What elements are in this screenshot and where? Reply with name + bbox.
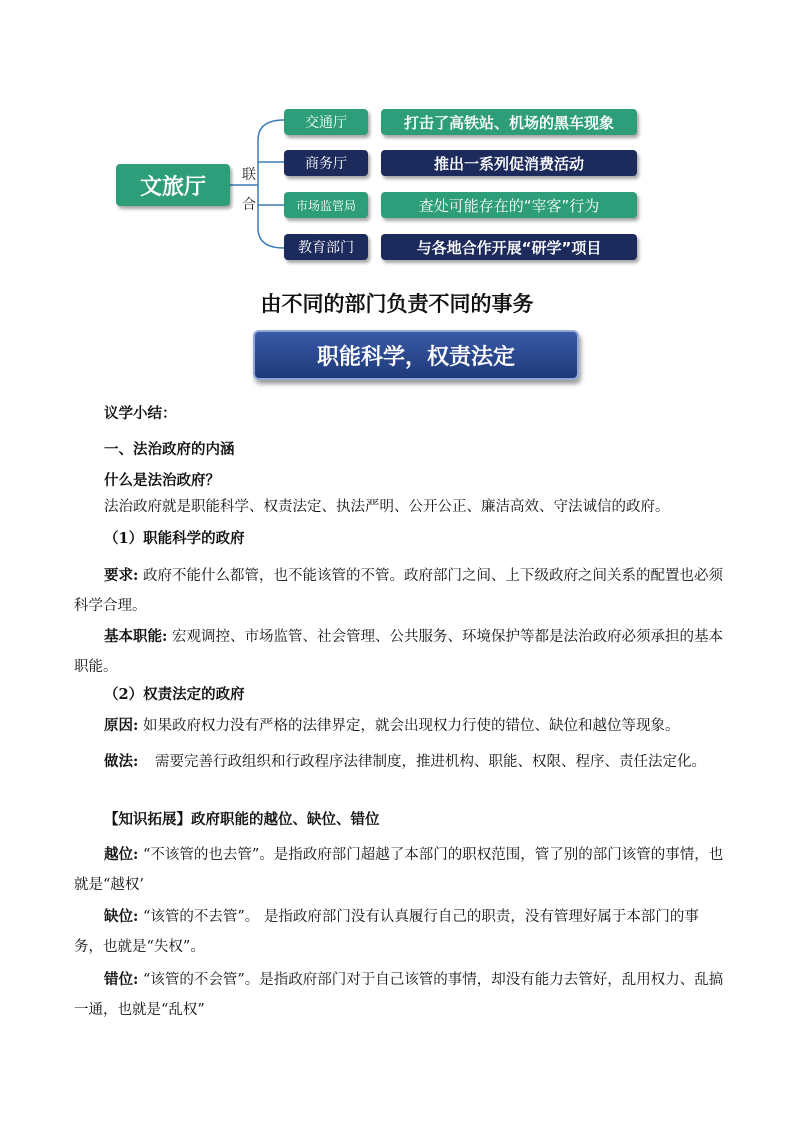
- point-2-title-text: （2）权责法定的政府: [104, 686, 245, 703]
- connector-label-2: 合: [242, 197, 256, 213]
- requirement-text: 政府不能什么都管，也不能该管的不管。政府部门之间、上下级政府之间关系的配置也必须科学合理。: [74, 568, 723, 614]
- extension-title: [74, 810, 726, 830]
- method-label: 做法:: [104, 753, 139, 770]
- basic-function-label: 基本职能:: [104, 628, 168, 645]
- point-1-requirement: [74, 561, 726, 621]
- absence-text: “该管的不去管”。 是指政府部门没有认真履行自己的职责，没有管理好属于本部门的事务，也就是“失权”。: [74, 909, 699, 955]
- question-line: [74, 471, 726, 491]
- misplace-item: [74, 965, 726, 1025]
- section-1-text: 一、法治政府的内涵: [104, 441, 235, 458]
- misplace-text: “该管的不会管”。是指政府部门对于自己该管的事情，却没有能力去管好，乱用权力、乱搞一通，也就是“乱权”: [74, 972, 724, 1018]
- dept-node-education: 教育部门: [284, 234, 368, 260]
- offside-item: [74, 840, 726, 900]
- summary-heading: [74, 404, 726, 424]
- dept-node-commerce: 商务厅: [284, 150, 368, 176]
- reason-label: 原因:: [104, 717, 139, 734]
- root-node-wenlvting: 文旅厅: [116, 164, 230, 206]
- basic-function-text: 宏观调控、市场监管、社会管理、公共服务、环境保护等都是法治政府必须承担的基本职能。: [74, 629, 723, 675]
- point-2-method: [74, 747, 726, 777]
- question-text: 什么是法治政府？: [104, 472, 220, 489]
- misplace-label: 错位:: [104, 971, 139, 988]
- requirement-label: 要求:: [104, 567, 139, 584]
- dept-node-market: 市场监管局: [284, 192, 368, 218]
- point-2-title: [74, 685, 726, 705]
- extension-title-text: 【知识拓展】政府职能的越位、缺位、错位: [104, 811, 380, 828]
- department-diagram: [0, 0, 794, 316]
- diagram-subtitle: 由不同的部门负责不同的事务: [260, 292, 534, 316]
- action-node-education: 与各地合作开展“研学”项目: [381, 234, 637, 260]
- point-2-reason: [74, 716, 726, 736]
- definition-text: 法治政府就是职能科学、权责法定、执法严明、公开公正、廉洁高效、守法诚信的政府。: [104, 499, 670, 515]
- absence-label: 缺位:: [104, 908, 139, 925]
- point-1-title-text: （1）职能科学的政府: [104, 530, 245, 547]
- action-node-market: 查处可能存在的“宰客”行为: [381, 192, 637, 218]
- dept-node-transport: 交通厅: [284, 109, 368, 135]
- connector-label-1: 联: [242, 167, 256, 183]
- absence-item: [74, 902, 726, 962]
- banner-title: 职能科学，权责法定: [253, 330, 579, 380]
- section-1-heading: [74, 440, 726, 460]
- point-1-basic: [74, 622, 726, 682]
- definition-line: [74, 497, 726, 517]
- summary-heading-text: 议学小结：: [104, 405, 177, 422]
- action-node-commerce: 推出一系列促消费活动: [381, 150, 637, 176]
- point-1-title: [74, 529, 726, 549]
- offside-text: “不该管的也去管”。是指政府部门超越了本部门的职权范围，管了别的部门该管的事情，也就是“越权’: [74, 847, 724, 893]
- action-node-transport: 打击了高铁站、机场的黑车现象: [381, 109, 637, 135]
- offside-label: 越位:: [104, 846, 139, 863]
- method-text: 需要完善行政组织和行政程序法律制度，推进机构、职能、权限、程序、责任法定化。: [154, 754, 706, 770]
- reason-text: 如果政府权力没有严格的法律界定，就会出现权力行使的错位、缺位和越位等现象。: [142, 718, 680, 734]
